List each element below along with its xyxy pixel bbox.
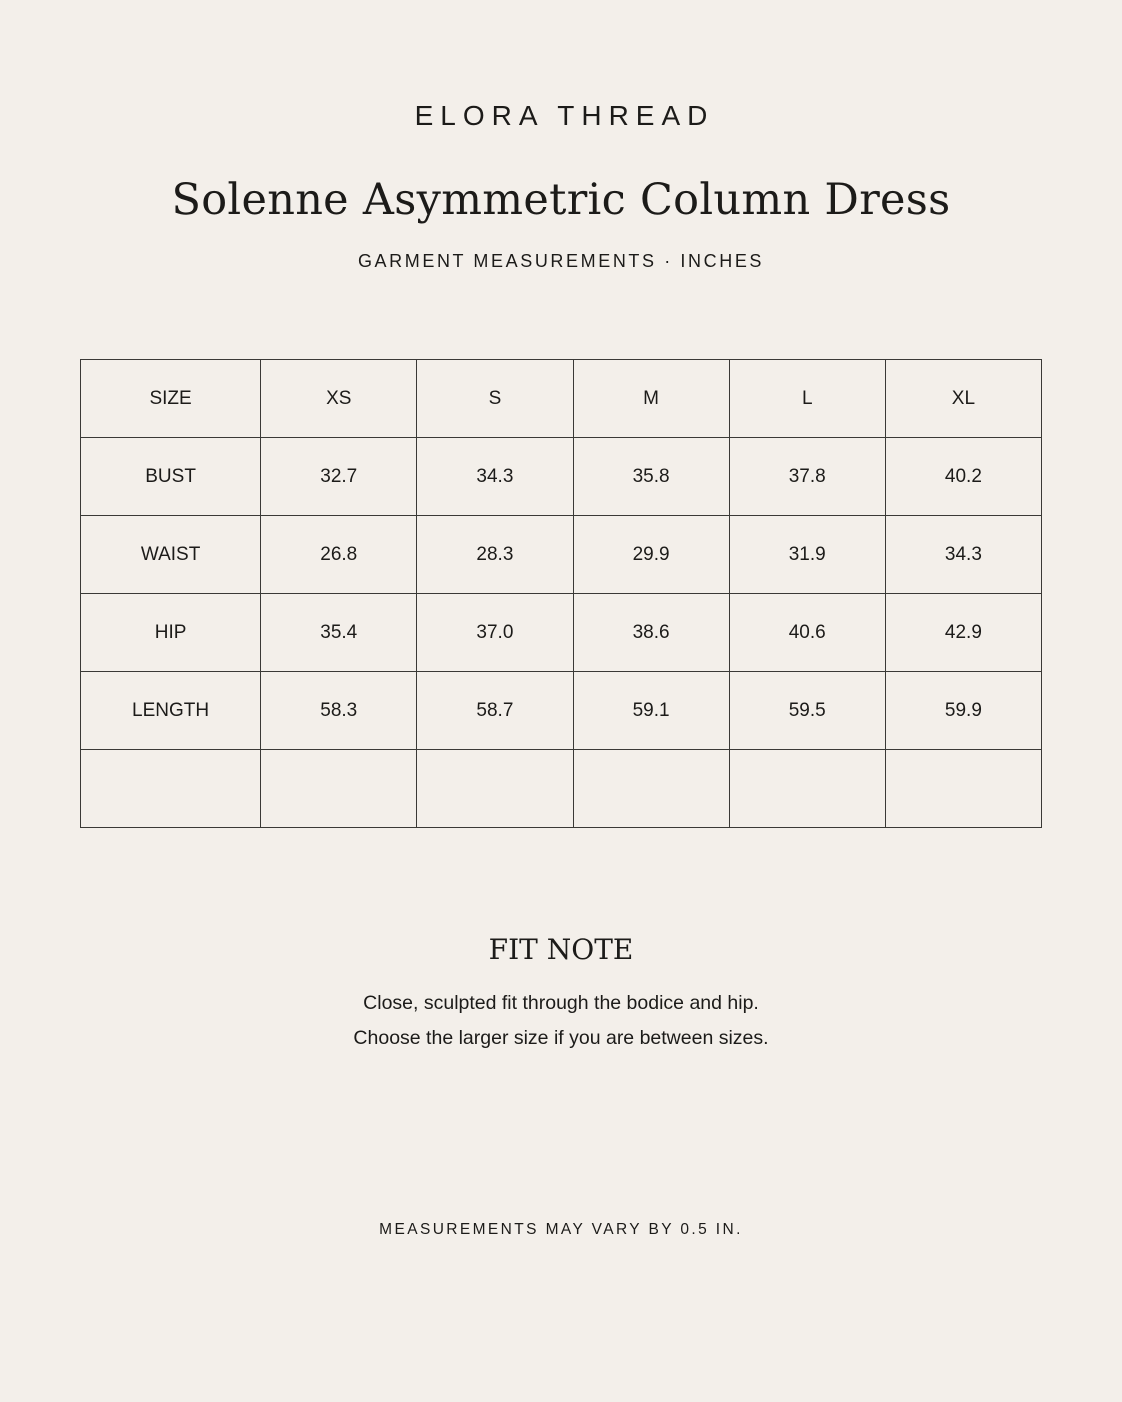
table-cell: SIZE bbox=[81, 360, 261, 438]
table-row-empty bbox=[81, 750, 1042, 828]
header-row bbox=[81, 360, 1042, 438]
table-cell: XL bbox=[885, 360, 1041, 438]
table-cell: LENGTH bbox=[81, 672, 261, 750]
table-cell: BUST bbox=[81, 438, 261, 516]
footer-disclaimer: MEASUREMENTS MAY VARY BY 0.5 IN. bbox=[379, 1221, 743, 1238]
table-cell: 40.6 bbox=[729, 594, 885, 672]
table-cell: S bbox=[417, 360, 573, 438]
page-subtitle: GARMENT MEASUREMENTS · INCHES bbox=[357, 251, 765, 271]
table-cell: 59.5 bbox=[729, 672, 885, 750]
table-cell: 42.9 bbox=[885, 594, 1041, 672]
table-row bbox=[81, 516, 1042, 594]
table-cell: 35.8 bbox=[573, 438, 729, 516]
table-cell: 37.0 bbox=[417, 594, 573, 672]
table-cell bbox=[729, 750, 885, 828]
table-cell: 38.6 bbox=[573, 594, 729, 672]
table-row bbox=[81, 594, 1042, 672]
table-row bbox=[81, 438, 1042, 516]
table-cell: 37.8 bbox=[729, 438, 885, 516]
table-cell: 40.2 bbox=[885, 438, 1041, 516]
fit-note-line: Close, sculpted fit through the bodice and hip. bbox=[363, 992, 759, 1014]
table-cell bbox=[261, 750, 417, 828]
table-cell: 34.3 bbox=[417, 438, 573, 516]
product-title: Solenne Asymmetric Column Dress bbox=[171, 175, 951, 225]
size-chart-table bbox=[80, 359, 1042, 828]
table-cell: 29.9 bbox=[573, 516, 729, 594]
table-cell: 31.9 bbox=[729, 516, 885, 594]
table-cell: 32.7 bbox=[261, 438, 417, 516]
table-cell: XS bbox=[261, 360, 417, 438]
table-cell: L bbox=[729, 360, 885, 438]
table-cell bbox=[885, 750, 1041, 828]
table-cell: WAIST bbox=[81, 516, 261, 594]
fit-note-line: Choose the larger size if you are between sizes. bbox=[353, 1027, 769, 1049]
table-cell: M bbox=[573, 360, 729, 438]
table-cell bbox=[81, 750, 261, 828]
table-cell: 28.3 bbox=[417, 516, 573, 594]
brand-name: ELORA THREAD bbox=[414, 100, 715, 131]
table-cell: HIP bbox=[81, 594, 261, 672]
fit-note-heading: FIT NOTE bbox=[488, 933, 634, 966]
table-cell bbox=[417, 750, 573, 828]
table-cell: 58.7 bbox=[417, 672, 573, 750]
table-cell: 26.8 bbox=[261, 516, 417, 594]
table-cell: 59.1 bbox=[573, 672, 729, 750]
table-cell: 35.4 bbox=[261, 594, 417, 672]
table-cell: 34.3 bbox=[885, 516, 1041, 594]
table-cell: 59.9 bbox=[885, 672, 1041, 750]
table-cell bbox=[573, 750, 729, 828]
table-row bbox=[81, 672, 1042, 750]
table-cell: 58.3 bbox=[261, 672, 417, 750]
